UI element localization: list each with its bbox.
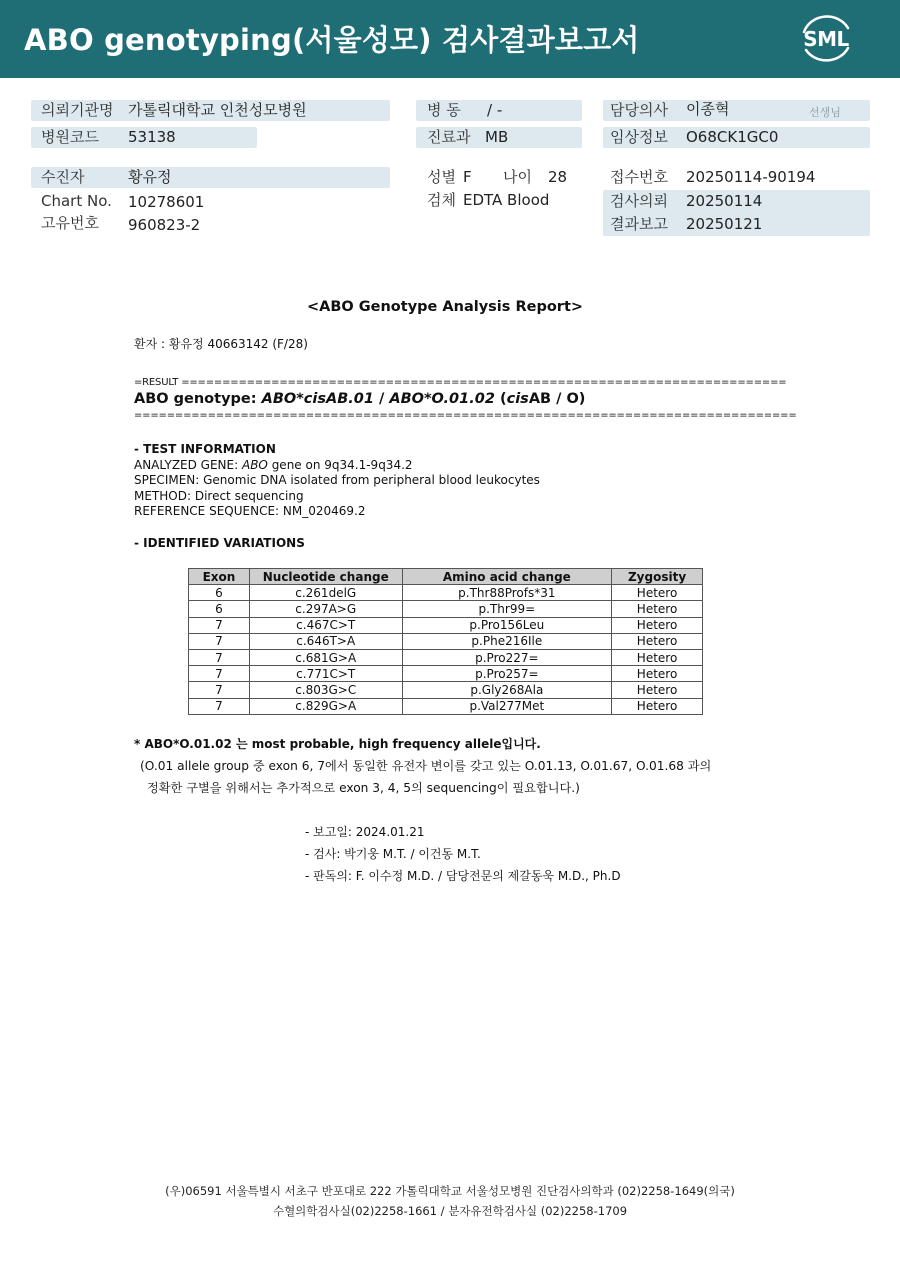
report-title: <ABO Genotype Analysis Report> (306, 299, 584, 315)
patient-value: 황유정 (128, 168, 172, 186)
doctor-label: 담당의사 (610, 101, 668, 119)
amino-acid-change-cell: p.Gly268Ala (402, 682, 612, 698)
amino-acid-change-cell: p.Pro227= (402, 649, 612, 665)
note-line-2: 정확한 구별을 위해서는 추가적으로 exon 3, 4, 5의 sequencing이 필요합니다.) (147, 781, 580, 795)
zygosity-cell: Hetero (612, 698, 703, 714)
table-row (189, 585, 703, 601)
footer-address: (우)06591 서울특별시 서초구 반포대로 222 가톨릭대학교 서울성모병원 진단검사의학과 (02)2258-1649(의국) (165, 1184, 735, 1198)
sml-logo-text: SML (803, 27, 849, 51)
genotype-prefix: ABO genotype: (134, 391, 262, 407)
nucleotide-change-cell: c.261delG (249, 585, 402, 601)
zygosity-cell: Hetero (612, 633, 703, 649)
exon-cell: 7 (189, 649, 250, 665)
sex-label: 성별 (427, 168, 456, 186)
zygosity-cell: Hetero (612, 585, 703, 601)
result-footer: ================================================================================= (134, 410, 797, 421)
patient-label: 수진자 (41, 168, 85, 186)
nucleotide-change-cell: c.467C>T (249, 617, 402, 633)
ward-label: 병 동 (427, 101, 461, 119)
table-row (189, 649, 703, 665)
chart-no-value: 10278601 (128, 193, 205, 211)
report-date-label: 결과보고 (610, 215, 668, 233)
amino-acid-change-cell: p.Val277Met (402, 698, 612, 714)
age-value: 28 (548, 168, 568, 186)
exon-cell: 7 (189, 633, 250, 649)
specimen-value: EDTA Blood (463, 191, 550, 209)
doctor-value: 이종혁 (686, 100, 730, 118)
clinical-label: 임상정보 (610, 128, 668, 146)
column-header: Nucleotide change (249, 569, 402, 585)
table-row (189, 633, 703, 649)
table-row (189, 601, 703, 617)
unique-no-label: 고유번호 (41, 214, 99, 232)
report-date-line: - 보고일: 2024.01.21 (305, 825, 425, 839)
amino-acid-change-cell: p.Thr99= (402, 601, 612, 617)
institution-label: 의뢰기관명 (41, 101, 114, 119)
nucleotide-change-cell: c.297A>G (249, 601, 402, 617)
exon-cell: 6 (189, 585, 250, 601)
table-row (189, 682, 703, 698)
nucleotide-change-cell: c.646T>A (249, 633, 402, 649)
ward-value: / - (487, 101, 503, 119)
genotype-allele-2: ABO*O.01.02 (389, 391, 495, 407)
genotype-line (134, 391, 585, 408)
genotype-separator: / (373, 391, 390, 407)
report-date-value: 20250121 (686, 215, 763, 233)
result-header: =RESULT ========================================================================== (134, 377, 787, 388)
note-line-1: (O.01 allele group 중 exon 6, 7에서 동일한 유전자 변이를 갖고 있는 O.01.13, O.01.67, O.01.68 과의 (140, 759, 712, 773)
hospital-code-value: 53138 (128, 128, 176, 146)
zygosity-cell: Hetero (612, 682, 703, 698)
amino-acid-change-cell: p.Pro156Leu (402, 617, 612, 633)
specimen-line: SPECIMEN: Genomic DNA isolated from peripheral blood leukocytes (134, 473, 540, 487)
specimen-label: 검체 (427, 191, 456, 209)
gene-location: gene on 9q34.1-9q34.2 (267, 458, 413, 472)
variations-title: - IDENTIFIED VARIATIONS (134, 536, 305, 550)
gene-prefix: ANALYZED GENE: (134, 458, 242, 472)
hospital-code-label: 병원코드 (41, 128, 99, 146)
genotype-phenotype: AB / O) (528, 391, 586, 407)
analyzed-gene (134, 458, 413, 472)
gene-name: ABO (241, 458, 268, 472)
doctor-title: 선생님 (809, 106, 841, 119)
amino-acid-change-cell: p.Thr88Profs*31 (402, 585, 612, 601)
zygosity-cell: Hetero (612, 601, 703, 617)
column-header: Exon (189, 569, 250, 585)
column-header: Zygosity (612, 569, 703, 585)
nucleotide-change-cell: c.771C>T (249, 666, 402, 682)
variations-table (188, 568, 703, 715)
test-info-title: - TEST INFORMATION (134, 442, 276, 456)
column-header: Amino acid change (402, 569, 612, 585)
chart-no-label: Chart No. (41, 192, 112, 210)
amino-acid-change-cell: p.Phe216Ile (402, 633, 612, 649)
dept-value: MB (485, 128, 509, 146)
exon-cell: 7 (189, 666, 250, 682)
method-line: METHOD: Direct sequencing (134, 489, 304, 503)
sml-logo (796, 12, 856, 66)
page-title: ABO genotyping(서울성모) 검사결과보고서 (24, 23, 640, 57)
nucleotide-change-cell: c.681G>A (249, 649, 402, 665)
institution-value: 가톨릭대학교 인천성모병원 (128, 101, 307, 119)
patient-line: 환자 : 황유정 40663142 (F/28) (134, 337, 308, 351)
table-row (189, 698, 703, 714)
readers-line: - 판독의: F. 이수정 M.D. / 담당전문의 제갈동욱 M.D., Ph.D (305, 869, 621, 883)
table-header-row (189, 569, 703, 585)
exon-cell: 7 (189, 682, 250, 698)
request-label: 검사의뢰 (610, 192, 668, 210)
genotype-allele-1: ABO*cisAB.01 (261, 391, 374, 407)
genotype-cis: cis (506, 391, 529, 407)
exon-cell: 7 (189, 698, 250, 714)
amino-acid-change-cell: p.Pro257= (402, 666, 612, 682)
table-row (189, 666, 703, 682)
exon-cell: 6 (189, 601, 250, 617)
zygosity-cell: Hetero (612, 617, 703, 633)
examiners-line: - 검사: 박기웅 M.T. / 이건동 M.T. (305, 847, 481, 861)
note-main: * ABO*O.01.02 는 most probable, high frequency allele입니다. (134, 737, 541, 751)
report-header (0, 0, 900, 78)
age-label: 나이 (503, 168, 532, 186)
nucleotide-change-cell: c.803G>C (249, 682, 402, 698)
request-value: 20250114 (686, 192, 763, 210)
reference-line: REFERENCE SEQUENCE: NM_020469.2 (134, 504, 366, 518)
receipt-value: 20250114-90194 (686, 168, 816, 186)
patient-row (31, 167, 390, 188)
receipt-label: 접수번호 (610, 168, 668, 186)
exon-cell: 7 (189, 617, 250, 633)
dept-label: 진료과 (427, 128, 471, 146)
zygosity-cell: Hetero (612, 666, 703, 682)
sex-value: F (463, 168, 472, 186)
footer-phones: 수혈의학검사실(02)2258-1661 / 분자유전학검사실 (02)2258-1709 (272, 1204, 628, 1218)
table-row (189, 617, 703, 633)
clinical-value: O68CK1GC0 (686, 128, 779, 146)
unique-no-value: 960823-2 (128, 216, 201, 234)
nucleotide-change-cell: c.829G>A (249, 698, 402, 714)
genotype-paren-open: ( (494, 391, 507, 407)
zygosity-cell: Hetero (612, 649, 703, 665)
